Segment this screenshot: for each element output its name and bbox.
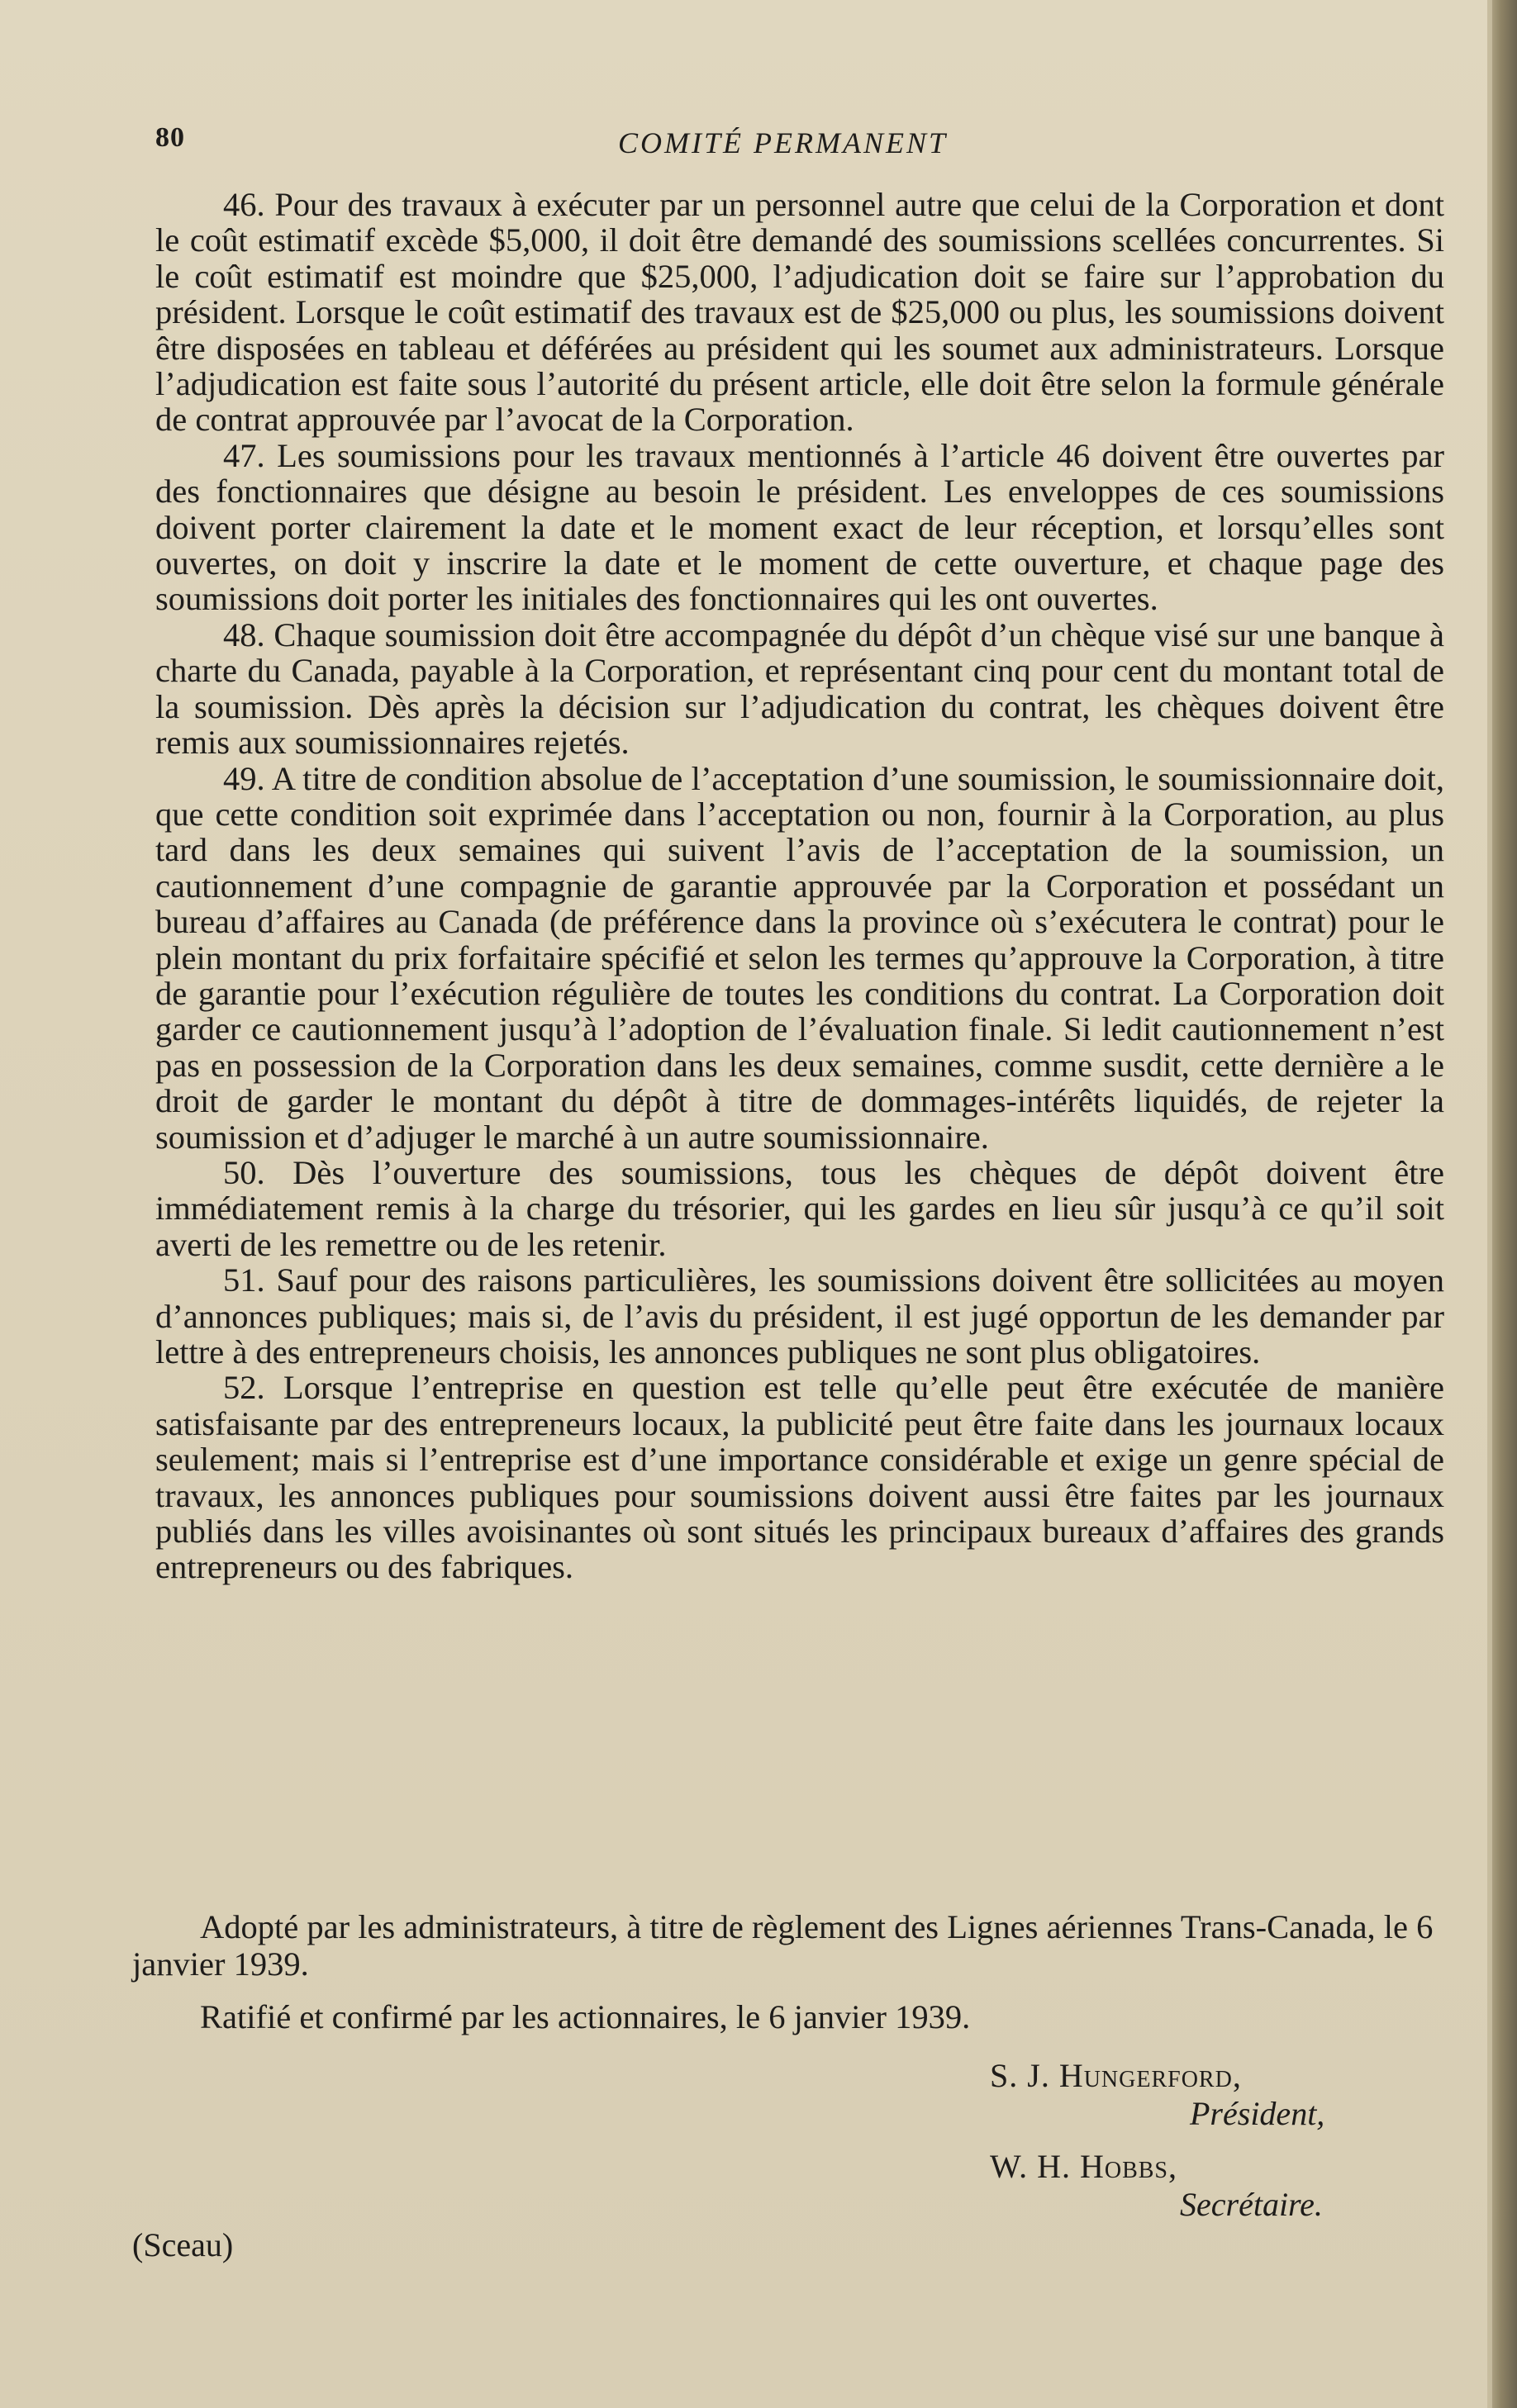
signature-secretary <box>990 2148 1323 2224</box>
signature-president <box>990 2057 1324 2133</box>
seal-note: (Sceau) <box>132 2226 234 2263</box>
paragraph-article-47: 47. Les soumissions pour les travaux mentionnés à l’article 46 doivent être ouvertes par des fonctionnaires que désigne au besoin le président. Les enveloppes de ces soumissions doivent porter clairement la date et le moment exact de leur réception, et lorsqu’elles sont ouvertes, on doit y inscrire la date et le moment de cette ouverture, et chaque page des soumissions doit porter les initiales des fonctionnaires qui les ont ouvertes. <box>155 436 1444 618</box>
paragraph-article-51: 51. Sauf pour des raisons particulières, les soumissions doivent être sollicitées au moyen d’annonces publiques; mais si, de l’avis du président, il est jugé opportun de les demander par lettre à des entrepreneurs choisis, les annonces publiques ne sont plus obligatoires. <box>155 1261 1444 1370</box>
page-edge-shadow <box>1487 0 1517 2408</box>
page-number: 80 <box>155 122 185 153</box>
page-header <box>155 122 1444 164</box>
paragraph-article-48: 48. Chaque soumission doit être accompagnée du dépôt d’un chèque visé sur une banque à charte du Canada, payable à la Corporation, et représentant cinq pour cent du montant total de la soumission. Dès après la décision sur l’adjudication du contrat, les chèques doivent être remis aux soumissionnaires rejetés. <box>155 615 1444 762</box>
ratification-statement: Ratifié et confirmé par les actionnaires, le 6 janvier 1939. <box>200 1998 971 2035</box>
body-text <box>155 187 1444 1585</box>
paragraph-article-49: 49. A titre de condition absolue de l’acceptation d’une soumission, le soumissionnaire doit, que cette condition soit exprimée dans l’acceptation ou non, fournir à la Corporation, au plus tard dans les deux semaines qui suivent l’avis de l’acceptation de la soumission, un cautionnement d’une compagnie de garantie approuvée par la Corporation et possédant un bureau d’affaires au Canada (de préférence dans la province où s’exécutera le contrat) pour le plein montant du prix forfaitaire spécifié et selon les termes qu’approuve la Corporation, à titre de garantie pour l’exécution régulière de toutes les conditions du contrat. La Corporation doit garder ce cautionnement jusqu’à l’adoption de l’évaluation finale. Si ledit cautionnement n’est pas en possession de la Corporation dans les deux semaines, comme susdit, cette dernière a le droit de garder le montant du dépôt à titre de dommages-intérêts liquidés, de rejeter la soumission et d’adjuger le marché à un autre soumissionnaire. <box>155 759 1444 1156</box>
paragraph-article-50: 50. Dès l’ouverture des soumissions, tous les chèques de dépôt doivent être immédiatement remis à la charge du trésorier, qui les gardes en lieu sûr jusqu’à ce qu’il soit averti de les remettre ou de les retenir. <box>155 1153 1444 1263</box>
adoption-statement <box>132 1908 1446 1983</box>
signatory-title: Président, <box>1190 2095 1325 2132</box>
signatory-title: Secrétaire. <box>1180 2186 1323 2223</box>
signatory-name: W. H. Hobbs, <box>990 2148 1177 2185</box>
paragraph-article-46: 46. Pour des travaux à exécuter par un personnel autre que celui de la Corporation et dont le coût estimatif excède $5,000, il doit être demandé des soumissions scellées concurrentes. Si le coût estimatif est moindre que $25,000, l’adjudication doit se faire sur l’approbation du président. Lorsque le coût estimatif des travaux est de $25,000 ou plus, les soumissions doivent être disposées en tableau et déférées au président qui les soumet aux administrateurs. Lorsque l’adjudication est faite sous l’autorité du présent article, elle doit être selon la formule générale de contrat approuvée par l’avocat de la Corporation. <box>155 186 1444 439</box>
adopted-text: Adopté par les administrateurs, à titre de règlement des Lignes aériennes Trans-Canada, le 6 janvier 1939. <box>132 1908 1434 1983</box>
signatory-name: S. J. Hungerford, <box>990 2057 1242 2094</box>
paragraph-article-52: 52. Lorsque l’entreprise en question est telle qu’elle peut être exécutée de manière satisfaisante par des entrepreneurs locaux, la publicité peut être faite dans les journaux locaux seulement; mais si l’entreprise est d’une importance considérable et exige un genre spécial de travaux, les annonces publiques pour soumissions doivent aussi être faites par les journaux publiés dans les villes avoisinantes où sont situés les principaux bureaux d’affaires des grands entrepreneurs ou des fabriques. <box>155 1369 1444 1586</box>
running-title: COMITÉ PERMANENT <box>618 126 948 159</box>
